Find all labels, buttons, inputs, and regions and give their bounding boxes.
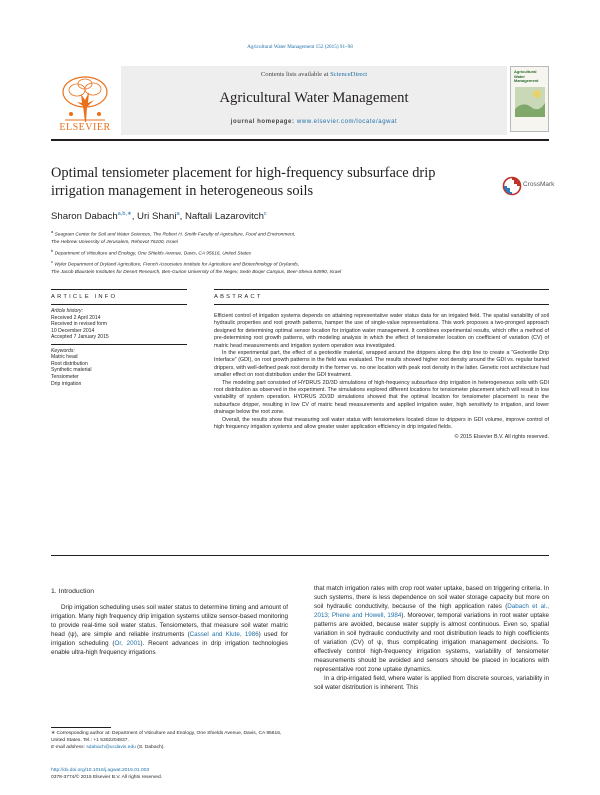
tree-icon: [51, 72, 119, 124]
homepage-url-link[interactable]: www.elsevier.com/locate/agwat: [296, 119, 398, 125]
body-text: Drip irrigation scheduling uses soil water status to determine timing and amount of irrigation. Many high frequency drip irrigation systems utilize sensor-based monitoring to provide real-time soil water status. Tensiometers, that measure soil water matric head (ψ), are simple and reliable instruments (: [51, 604, 288, 638]
keyword-item: Drip irrigation: [51, 380, 82, 387]
affiliation-item: [51, 258, 549, 269]
journal-header: [51, 66, 549, 136]
affiliation-item: [51, 228, 549, 239]
affiliation-mark: c: [51, 258, 53, 264]
body-paragraph: In a drip-irrigated field, where water is applied from discrete sources, variability in soil water distribution is inherent. This: [314, 675, 549, 691]
body-text: ). Moreover, temporal variations in root water uptake patterns are avoided, because water supply is almost continuous. Even so, spatial variation in soil hydraulic conductivity and root distribution leads to high coefficients of variation (CV) of ψ, thus complicating irrigation management decisions. To effectively control high-frequency irrigation systems, variability of tensiometer measurements should be avoided and sensors should be placed in locations with representative root zone uptake dynamics.: [314, 612, 550, 673]
publisher-name: ELSEVIER: [59, 122, 111, 133]
history-item: Received 2 April 2014: [51, 314, 101, 321]
abstract-paragraph: Efficient control of irrigation systems depends on attaining representative water status data for an irrigated field. The spatial variability of soil hydraulic properties and root growth patterns, hamper the use of single-value representations. This work proposes a two-pronged approach designed for determining optimal sensor location for irrigation water management. It combines experimental results, which offer a method of pre-determining root growth patterns, with modeling analysis in which the effect of tensiometer location on coefficient of variation (CV) of matric head measurements and irrigation system operation was investigated.: [214, 313, 549, 349]
author-affiliation-mark[interactable]: a: [176, 211, 180, 217]
keyword-item: Synthetic material: [51, 367, 92, 374]
homepage-label: journal homepage:: [230, 119, 297, 125]
citation-link[interactable]: Or, 2001: [114, 640, 141, 647]
article-info-divider: [51, 344, 187, 345]
history-item: 10 December 2014: [51, 327, 95, 334]
affiliation-mark: a: [51, 229, 54, 234]
author-affiliation-mark[interactable]: a,b,∗: [117, 211, 132, 217]
issn-line: 0378-3774/© 2015 Elsevier B.V. All rights reserved.: [51, 774, 163, 780]
header-rule: [51, 139, 549, 141]
contents-line: [121, 71, 507, 78]
body-text: that match irrigation rates with crop root water uptake, based on triggering criteria. In such systems, there is less dependence on soil water storage capacity but more on soil hydraulic conductivity, because of the high application rates (: [314, 585, 549, 610]
body-column-left: [51, 603, 288, 657]
citation-link[interactable]: Dabach et al., 2013; Phene and Howell, 1984: [314, 603, 549, 619]
abstract-paragraph: In the experimental part, the effect of a geotextile material, wrapped around the drippers along the drip line to create a “Geotextile Drip Interface” (GDI), on root growth patterns in the field was evaluated. The results showed higher root density around the GDI vs. regular buried drippers, with well-defined peak root density in the former vs. no one location with peak root density in the latter. Genetic root architecture had smaller effect on root distribution under the GDI treatment.: [214, 350, 549, 379]
body-text: ). Recent advances in drip irrigation technologies enable ultra-high frequency irrigations: [51, 640, 288, 656]
article-info-panel: [51, 308, 187, 387]
affiliation-text: Wyler Department of Dryland Agriculture, French Associates Institute for Agriculture and Biotechnology of Drylands,: [54, 262, 300, 268]
abstract-paragraph: Overall, the results show that measuring soil water status with tensiometers located close to drippers in GDI volume, improve control of high frequency irrigation systems and allow greater water application efficiency in drip irrigated fields.: [214, 416, 549, 431]
author-list: Sharon Dabach$^{a,b,∗}$, Uri Shani$^a$, Naftali Lazarovitch$^c$: [51, 211, 267, 222]
publication-info: [51, 768, 291, 782]
journal-name: Agricultural Water Management: [219, 90, 409, 106]
body-paragraph: [51, 603, 288, 657]
affiliation-item: [51, 247, 549, 258]
contents-prefix: Contents lists available at: [260, 71, 331, 78]
affiliation-item: [51, 269, 549, 277]
abstract-copyright: © 2015 Elsevier B.V. All rights reserved.: [454, 433, 549, 440]
abstract-paragraph: The modeling part consisted of HYDRUS 2D/3D simulations of high-frequency subsurface drip irrigation in heterogeneous soils with GDI root distribution as observed in the experiment. The simulations explored different locations for tensiometer placement which will result in low variability of system operation. HYDRUS 2D/3D simulations showed that the optimal location for tensiometer placement is near the subsurface dripper, resulting in low CV of matric head measurements and applied irrigation water, high sensitivity to irrigation, and lower drainage below the root zone.: [214, 379, 549, 416]
section-heading-introduction: 1. Introduction: [51, 588, 95, 595]
author-name[interactable]: Uri Shani: [137, 211, 177, 222]
contents-panel: [121, 66, 507, 135]
crossmark-label: CrossMark: [523, 181, 555, 188]
body-text: ) used for irrigation scheduling (: [51, 631, 288, 647]
keyword-item: Matric head: [51, 354, 78, 361]
history-item: Accepted 7 January 2015: [51, 334, 109, 341]
article-info-heading: ARTICLE INFO: [51, 294, 118, 300]
abstract-body: [214, 313, 549, 441]
history-item: Received in revised form: [51, 321, 108, 328]
abstract-heading: ABSTRACT: [214, 294, 263, 300]
author-affiliation-mark[interactable]: c: [263, 211, 267, 217]
journal-citation[interactable]: Agricultural Water Management 152 (2015) 91–98: [247, 44, 353, 50]
affiliation-text: Seagram Center for Soil and Water Sciences, The Robert H. Smith Faculty of Agriculture, Food and Environment,: [54, 232, 296, 238]
article-title: Optimal tensiometer placement for high-frequency subsurface drip irrigation management in heterogeneous soils: [51, 165, 436, 199]
history-heading: Article history:: [51, 308, 83, 314]
article-info-top-rule: [51, 289, 187, 290]
abstract-bottom-rule: [51, 555, 549, 556]
corresponding-author-note: ∗ Corresponding author at: Department of Viticulture and Enology, One Shields Avenue, Davis, CA 95616, United States. Tel.: +1 5302204837.: [51, 731, 282, 743]
article-info-mid-rule: [51, 304, 187, 305]
crossmark-badge[interactable]: [502, 175, 555, 197]
abstract-top-rule: [214, 289, 549, 290]
body-paragraph: [314, 584, 549, 674]
email-link[interactable]: sdabach@ucdavis.edu: [86, 744, 136, 750]
author-name[interactable]: Naftali Lazarovitch: [184, 211, 264, 222]
sciencedirect-link[interactable]: ScienceDirect: [330, 71, 368, 78]
journal-homepage: [121, 119, 507, 125]
body-column-right: [314, 584, 549, 692]
affiliation-text: Department of Viticulture and Enology, One Shields Avenue, Davis, CA 95616, United States: [54, 251, 252, 257]
email-suffix: (S. Dabach).: [135, 744, 165, 750]
cover-title-line1: Agricultural: [514, 69, 537, 74]
affiliation-text: The Hebrew University of Jerusalem, Rehovot 76100, Israel: [51, 240, 178, 246]
email-note: [51, 745, 291, 752]
affiliation-text: The Jacob Blaustein Institutes for Desert Research, Ben-Gurion University of the Negev, Sede Boqer Campus, Beer-Sheva 84990, Israel: [51, 270, 342, 276]
footnote-rule: [51, 727, 111, 728]
keyword-item: Root distribution: [51, 360, 88, 367]
affiliation-item: [51, 239, 549, 247]
cover-title: [514, 70, 548, 84]
doi-link[interactable]: http://dx.doi.org/10.1016/j.agwat.2015.01.003: [51, 768, 150, 773]
citation-link[interactable]: Cassel and Klute, 1986: [189, 631, 259, 638]
cover-title-line2: Water Management: [514, 73, 539, 84]
journal-cover-thumbnail[interactable]: [510, 66, 549, 132]
footnotes: [51, 731, 291, 751]
cover-art-icon: [511, 83, 550, 123]
abstract-mid-rule: [214, 304, 549, 305]
affiliation-mark: b: [51, 247, 54, 253]
author-name[interactable]: Sharon Dabach: [51, 211, 118, 222]
affiliation-list: [51, 228, 549, 277]
keywords-heading: Keywords:: [51, 347, 75, 354]
email-label: E-mail address:: [51, 744, 87, 750]
keyword-item: Tensiometer: [51, 373, 79, 380]
